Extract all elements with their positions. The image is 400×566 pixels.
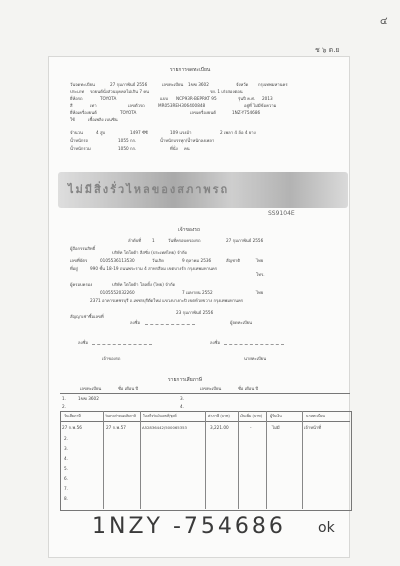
seat-value: คน <box>184 146 190 151</box>
col-registrar: นายทะเบียน <box>306 414 325 418</box>
row1-receipt: A52836442/500065353 <box>142 425 187 430</box>
registrar-sign-title: ผู้จดทะเบียน <box>230 320 253 325</box>
sign-label-2: ลงชื่อ <box>78 340 88 345</box>
reg-date-value: 27 กุมภาพันธ์ 2556 <box>110 82 148 87</box>
corner-note: ช ๖ ต.ย <box>315 46 340 54</box>
brand-label: ยี่ห้อรถ <box>70 96 83 101</box>
col-receipt: ใบเสร็จรับเงินเลขที่/ชุดที่ <box>143 414 177 418</box>
row1-due-date: 27 ก.พ.57 <box>106 425 126 430</box>
engine-label: เลขเครื่องยนต์ <box>190 110 216 115</box>
fuel-value: เชื้อเพลิง เบนซิน <box>88 117 118 122</box>
tax-number-label-left: ชื่อ เดือน ปี <box>118 386 139 391</box>
possess-date-value: 27 กุมภาพันธ์ 2556 <box>226 238 264 243</box>
order-label: ลำดับที่ <box>128 238 142 243</box>
total-weight-value: 1050 กก. <box>118 146 137 151</box>
fuel-label: ใช้ <box>70 117 75 122</box>
cc-value: 1497 ซีซี <box>130 130 148 135</box>
chassis-label: เลขตัวรถ <box>128 103 145 108</box>
handwritten-engine-number: 1NZY -754686 <box>92 514 286 539</box>
tax-row-left-1: 1. <box>62 396 66 401</box>
province-label: จังหวัด <box>236 82 249 87</box>
possessor-value: บริษัท โตโยต้า ลีสซิ่ง (ประเทศไทย) จำกัด <box>112 250 188 255</box>
tax-plate-label-left: เลขทะเบียน <box>80 386 102 391</box>
row-number-4: 4. <box>64 456 68 461</box>
cyl-value: 4 สูบ <box>96 130 106 135</box>
load-value: น้ำหนักบรรทุก/น้ำหนักลงเพลา <box>160 138 215 143</box>
holder-id-value: 0105552032260 <box>100 290 135 295</box>
model-value: NCP93R-BEPRKT 95 <box>176 96 217 101</box>
row1-surcharge: - <box>250 425 252 430</box>
tax-number-label-right: ชื่อ เดือน ปี <box>238 386 259 391</box>
row1-amount: 3,221.00 <box>210 425 229 430</box>
sign-label-3: ลงชื่อ <box>210 340 220 345</box>
row-number-8: 8. <box>64 496 68 501</box>
hire-label: สัญญาเช่าซื้อเลขที่ <box>70 314 104 319</box>
sign-label-1: ลงชื่อ <box>130 320 140 325</box>
row-number-5: 5. <box>64 466 68 471</box>
cyl-label: จำนวน <box>70 130 83 135</box>
order-value: 1 <box>152 238 155 243</box>
plate-label: เลขทะเบียน <box>162 82 184 87</box>
tax-left-plate: 1ฆฆ 3602 <box>78 396 99 401</box>
birth-label: วันเกิด <box>152 258 164 263</box>
nationality-label: สัญชาติ <box>226 258 241 263</box>
page-title: รายการจดทะเบียน <box>170 67 211 73</box>
holder-value: บริษัท โตโยต้า โฮลดิ้ง (ไทย) จำกัด <box>112 282 176 287</box>
birth-value: 9 ตุลาคม 2536 <box>182 258 212 263</box>
row-number-7: 7. <box>64 486 68 491</box>
tax-section-title: รายการเสียภาษี <box>168 377 203 383</box>
tax-row-right-2: 4. <box>180 404 184 409</box>
tax-plate-label-right: เลขทะเบียน <box>200 386 222 391</box>
model-label: แบบ <box>160 96 169 101</box>
owner-sign-label: เจ้าของรถ <box>102 356 121 361</box>
row1-receiver: ไม่มี <box>272 425 280 430</box>
year-label: รุ่นปี ค.ศ. <box>238 96 256 101</box>
weight-value: 1055 กก. <box>118 138 137 143</box>
handwritten-ok: ok <box>318 520 335 536</box>
hp-value: 109 แรงม้า <box>170 130 192 135</box>
weight-label: น้ำหนักรถ <box>70 138 89 143</box>
owner-section-title: เจ้าของรถ <box>178 227 201 233</box>
row1-registrar: เจ้าหน้าที่ <box>304 425 321 430</box>
holder-birth-value: 7 เมษายน 2552 <box>182 290 213 295</box>
chassis-value: MR053REH306400848 <box>158 103 206 108</box>
row-number-3: 3. <box>64 446 68 451</box>
stamp-text: ไม่มีสิ่งรั่วไหลของสภาพรถ <box>68 183 230 196</box>
engine-brand-value: TOYOTA <box>120 110 137 115</box>
brand-value: TOYOTA <box>100 96 117 101</box>
id-value: 0105536113530 <box>100 258 135 263</box>
type-value: รถยนต์นั่งส่วนบุคคลไม่เกิน 7 คน <box>90 89 150 94</box>
stamp-ref: SS9104E <box>268 210 295 217</box>
color-value: เทา <box>90 103 97 108</box>
engine-value: 1NZ-Y754686 <box>232 110 261 115</box>
axle-value: 2 เพลา 4 ล้อ 4 ยาง <box>220 130 256 135</box>
style-value: รย. 1 เก๋งสองตอน <box>210 89 243 94</box>
holder-label: ผู้ครอบครอง <box>70 282 93 287</box>
address-label: ที่อยู่ <box>70 266 78 271</box>
seat-label: ที่นั่ง <box>170 146 178 151</box>
id-label: เลขที่บัตร <box>70 258 88 263</box>
possessor-label: ผู้ถือกรรมสิทธิ์ <box>70 246 96 251</box>
row-number-2: 2. <box>64 436 68 441</box>
tel-label: โทร. <box>256 272 265 277</box>
type-label: ประเภท <box>70 89 85 94</box>
tax-row-right-1: 3. <box>180 396 184 401</box>
hire-value: 23 กุมภาพันธ์ 2556 <box>176 310 214 315</box>
col-surcharge: เงินเพิ่ม (บาท) <box>240 414 263 418</box>
registrar-label: นายทะเบียน <box>244 356 267 361</box>
nationality-value: ไทย <box>256 258 264 263</box>
col-tax-amount: ค่าภาษี (บาท) <box>208 414 230 418</box>
year-value: 2013 <box>262 96 273 101</box>
tax-row-left-2: 2. <box>62 404 66 409</box>
chassis-place: อยู่ที่ ไม่มีข้อความ <box>244 103 277 108</box>
row-number-6: 6. <box>64 476 68 481</box>
col-receiver: ผู้รับเงิน <box>270 414 282 418</box>
col-due-date: วันครบกำหนดเสียภาษี <box>105 414 136 418</box>
province-value: กรุงเทพมหานคร <box>258 82 288 87</box>
row1-tax-date: 27 ก.พ.56 <box>62 425 82 430</box>
plate-value: 1ฆฆ 3602 <box>188 82 209 87</box>
possess-date-label: วันที่ครอบครองรถ <box>168 238 201 243</box>
holder-nat-value: ไทย <box>256 290 264 295</box>
reg-date-label: วันจดทะเบียน <box>70 82 95 87</box>
inspection-stamp <box>58 172 348 208</box>
page-mark: ๔ <box>380 16 388 27</box>
address-value: 990 ชั้น 18-19 ถนนพระราม 4 สาทรสีลม เขตบางรัก กรุงเทพมหานคร <box>90 266 217 271</box>
color-label: สี <box>70 103 73 108</box>
total-weight-label: น้ำหนักรวม <box>70 146 91 151</box>
holder-address-value: 2371 อาคารเพชรบุรี ถ.เพชรบุรีตัดใหม่ แขวงบางกะปิ เขตห้วยขวาง กรุงเทพมหานคร <box>90 298 244 303</box>
col-tax-date: วันเสียภาษี <box>64 414 81 418</box>
engine-brand-label: ยี่ห้อเครื่องยนต์ <box>70 110 97 115</box>
